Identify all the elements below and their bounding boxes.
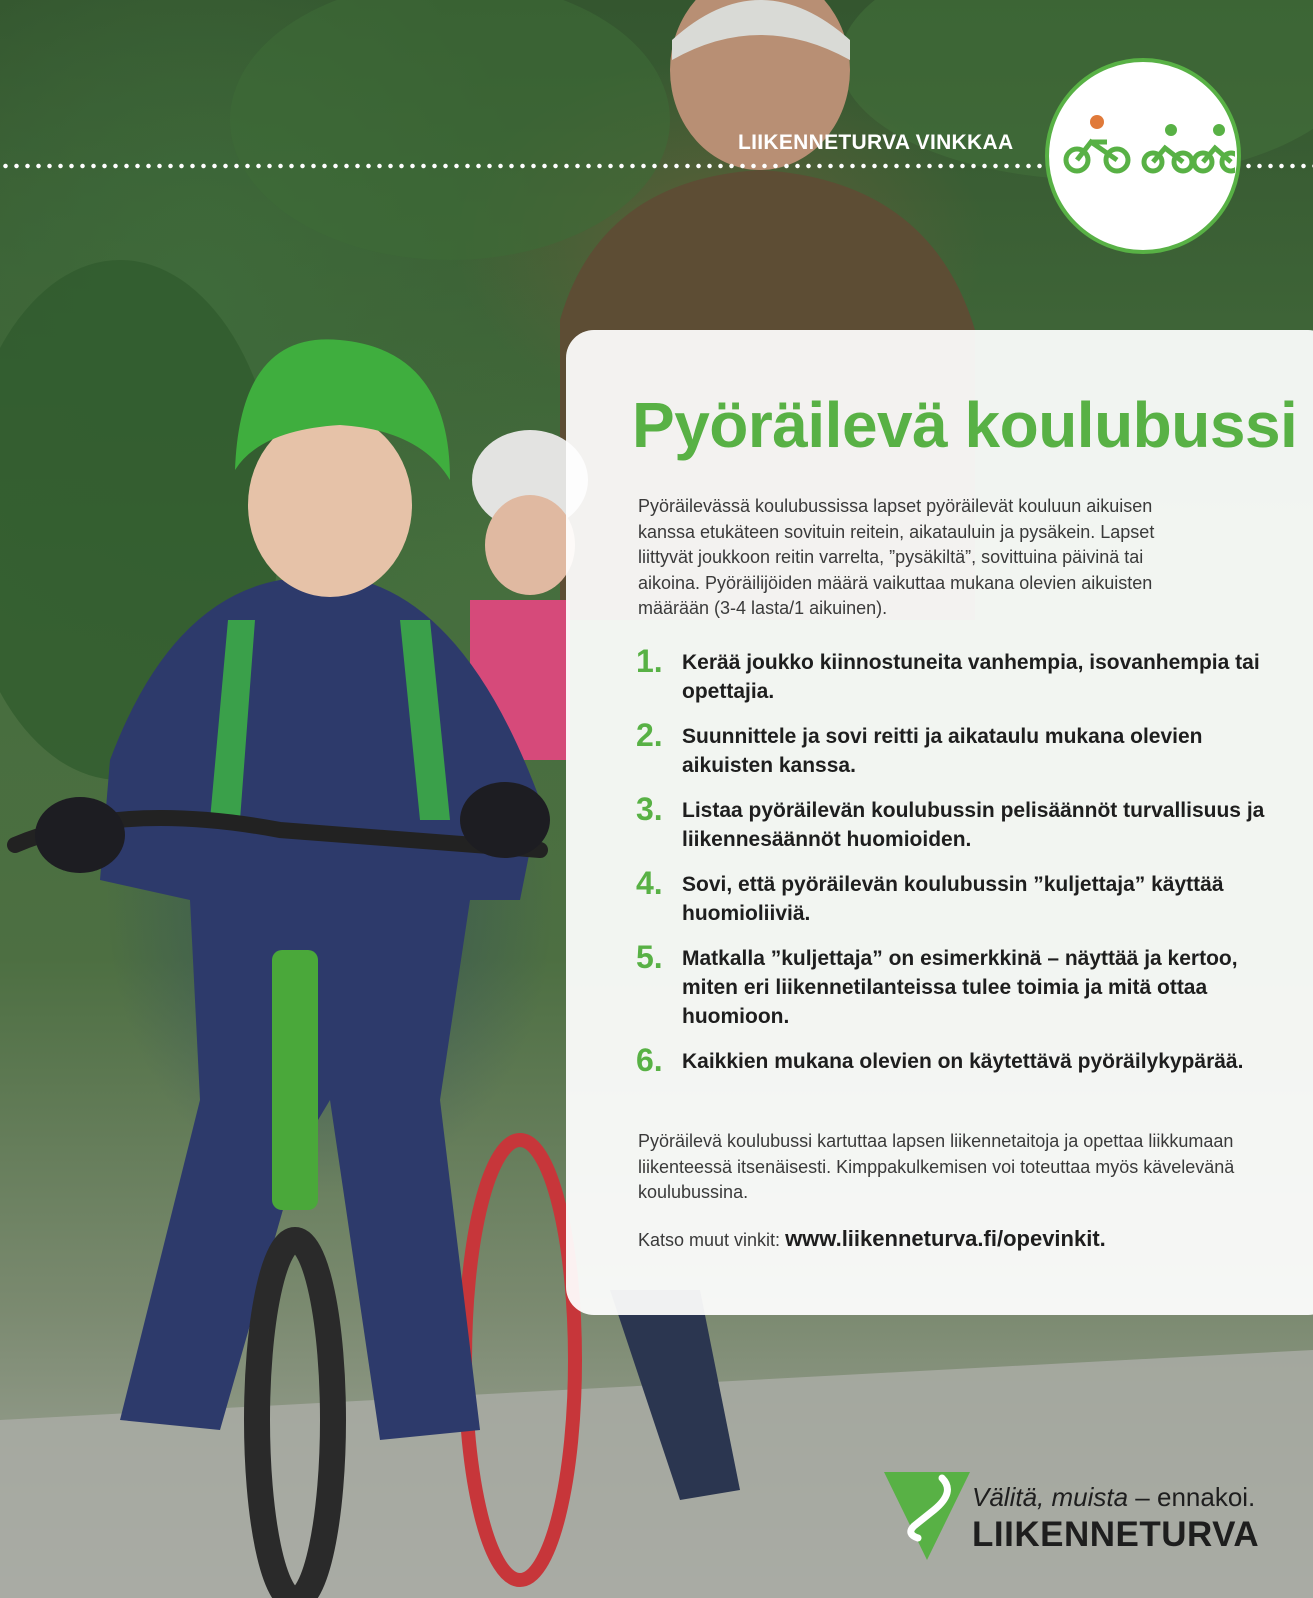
list-item — [636, 717, 1276, 780]
step-number: 4. — [636, 865, 663, 901]
list-item — [636, 865, 1276, 928]
list-item — [636, 939, 1276, 1031]
slogan-rest: – ennakoi. — [1128, 1482, 1256, 1512]
girl-face — [485, 495, 575, 595]
step-number: 1. — [636, 643, 663, 679]
step-text: Sovi, että pyöräilevän koulubussin ”kuljettaja” käyttää huomioliiviä. — [682, 873, 1224, 925]
list-item — [636, 791, 1276, 854]
step-number: 5. — [636, 939, 663, 975]
tree-blob — [230, 0, 670, 260]
header-tag: LIIKENNETURVA VINKKAA — [738, 131, 1014, 154]
step-number: 6. — [636, 1042, 663, 1078]
step-number: 3. — [636, 791, 663, 827]
left-glove — [35, 797, 125, 873]
brand-name: LIIKENNETURVA — [972, 1515, 1260, 1554]
more-tips — [638, 1226, 1106, 1252]
page-title: Pyöräilevä koulubussi — [632, 389, 1298, 461]
step-number: 2. — [636, 717, 663, 753]
step-text: Listaa pyöräilevän koulubussin pelisäännöt turvallisuus ja liikennesäännöt huomioiden. — [682, 799, 1265, 851]
bike-frame — [272, 950, 318, 1210]
list-item — [636, 643, 1276, 706]
step-text: Kerää joukko kiinnostuneita vanhempia, isovanhempia tai opettajia. — [682, 651, 1260, 703]
slogan-italic: Välitä, muista — [972, 1482, 1129, 1512]
more-tips-link[interactable]: www.liikenneturva.fi/opevinkit. — [785, 1226, 1106, 1251]
step-text: Matkalla ”kuljettaja” on esimerkkinä – näyttää ja kertoo, miten eri liikennetilanteissa tulee toimia ja mitä ottaa huomioon. — [682, 947, 1238, 1028]
cyclists-badge — [1045, 58, 1241, 254]
slogan — [972, 1482, 1255, 1513]
outro-text: Pyöräilevä koulubussi kartuttaa lapsen liikennetaitoja ja opettaa liikkumaan liikenteessä itsenäisesti. Kimppakulkemisen voi toteuttaa myös kävelevänä koulubussina. — [638, 1131, 1235, 1202]
liikenneturva-logo-icon — [884, 1472, 970, 1560]
list-item — [636, 1042, 1276, 1078]
step-text: Kaikkien mukana olevien on käytettävä pyöräilykypärää. — [682, 1050, 1244, 1073]
step-text: Suunnittele ja sovi reitti ja aikataulu mukana olevien aikuisten kanssa. — [682, 725, 1203, 777]
boy-face — [248, 413, 412, 597]
steps-list — [636, 643, 1276, 1092]
intro-text: Pyöräilevässä koulubussissa lapset pyöräilevät kouluun aikuisen kanssa etukäteen sovituin reitein, aikatauluin ja pysäkein. Lapset liittyvät joukkoon reitin varrelta, ”pysäkiltä”, sovittuina päivinä tai aikoina. Pyöräilijöiden määrä vaikuttaa mukana olevien aikuisten määrään (3-4 lasta/1 aikuinen). — [638, 496, 1155, 618]
more-tips-label: Katso muut vinkit: — [638, 1230, 786, 1250]
right-glove — [460, 782, 550, 858]
cyclists-icon — [1059, 112, 1235, 182]
